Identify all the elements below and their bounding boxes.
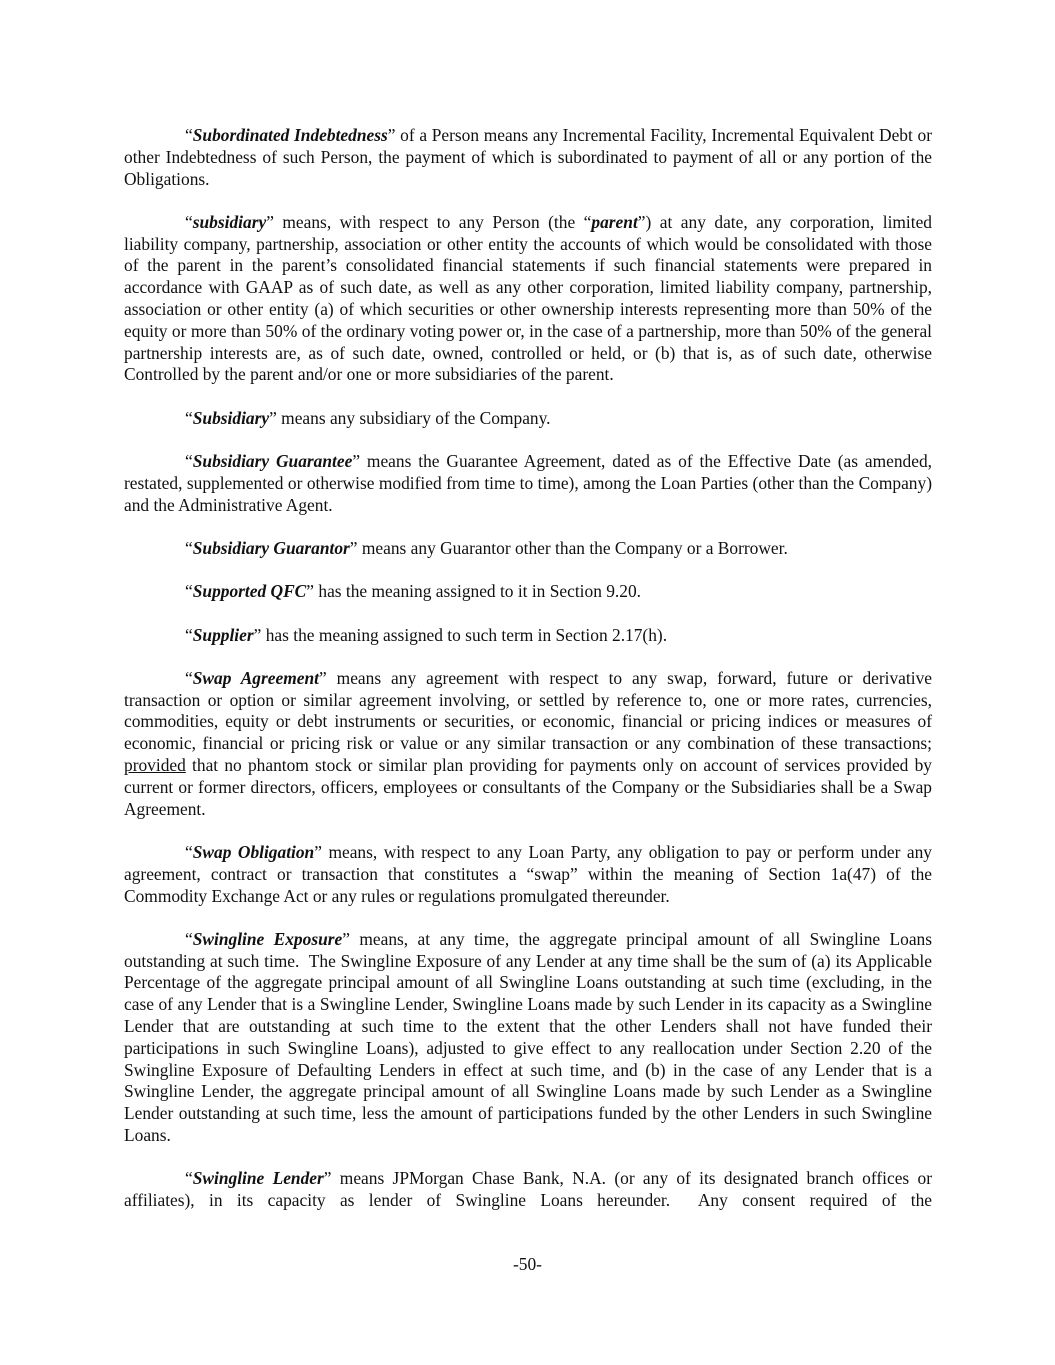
definition-subordinated-indebtedness: “Subordinated Indebtedness” of a Person means any Incremental Facility, Incremental Equivalent Debt or other Indebtedness of such Person, the payment of which is subordinated to payment of all or any portion of the Obligations. [124, 125, 932, 189]
defined-term: Swingline Exposure [192, 928, 343, 949]
definition-text: means JPMorgan Chase Bank, N.A. (or any of its designated branch offices or affiliates), in its capacity as lender of Swingline Loans hereunder. Any consent required of the [124, 1168, 937, 1211]
definition-subsidiary-guarantee: “Subsidiary Guarantee” means the Guarantee Agreement, dated as of the Effective Date (as amended, restated, supplemented or otherwise modified from time to time), among the Loan Parties (other than the Company) and the Administrative Agent. [124, 451, 932, 515]
defined-term-parent: parent [591, 211, 638, 232]
definition-subsidiary-lowercase: “subsidiary” means, with respect to any Person (the “parent”) at any date, any corporation, limited liability company, partnership, association or other entity the accounts of which would be consolidated with those of the parent in the parent’s consolidated financial statements if such financial statements were prepared in accordance with GAAP as of such date, as well as any other corporation, limited liability company, partnership, association or other entity (a) of which securities or other ownership interests representing more than 50% of the equity or more than 50% of the ordinary voting power or, in the case of a partnership, more than 50% of the general partnership interests are, as of such date, owned, controlled or held, or (b) that is, as of such date, otherwise Controlled by the parent and/or one or more subsidiaries of the parent. [124, 211, 932, 385]
definition-swap-agreement: “Swap Agreement” means any agreement with respect to any swap, forward, future or derivative transaction or option or similar agreement involving, or settled by reference to, one or more rates, currencies, commodities, equity or debt instruments or securities, or economic, financial or pricing indices or measures of economic, financial or pricing risk or value or any similar transaction or any combination of these transactions; provided that no phantom stock or similar plan providing for payments only on account of services provided by current or former directors, officers, employees or consultants of the Company or the Subsidiaries shall be a Swap Agreement. [124, 667, 932, 819]
defined-term: subsidiary [192, 211, 267, 232]
document-page [124, 125, 937, 1233]
page-number: -50- [513, 1254, 542, 1274]
definition-supported-qfc: “Supported QFC” has the meaning assigned to it in Section 9.20. [185, 581, 642, 602]
definition-text: means, at any time, the aggregate principal amount of all Swingline Loans outstanding at such time. The Swingline Exposure of any Lender at any time shall be the sum of (a) its Applicable Percentage of the aggregate principal amount of all Swingline Loans outstanding at such time (excluding, in the case of any Lender that is a Swingline Lender, Swingline Loans made by such Lender in its capacity as a Swingline Lender that are outstanding at such time to the extent that the other Lenders shall not have funded their participations in such Swingline Loans), adjusted to give effect to any reallocation under Section 2.20 of the Swingline Exposure of Defaulting Lenders in effect at such time, and (b) in the case of any Lender that is a Swingline Lender, the aggregate principal amount of all Swingline Loans made by such Lender as a Swingline Lender outstanding at such time, less the amount of participations funded by the other Lenders in such Swingline Loans. [124, 928, 937, 1145]
definition-text: of a Person means any Incremental Facility, Incremental Equivalent Debt or other Indebtedness of such Person, the payment of which is subordinated to payment of all or any portion of the Obligations. [124, 125, 932, 189]
defined-term: Subsidiary Guarantee [192, 451, 353, 472]
defined-term: Subordinated Indebtedness [192, 125, 388, 145]
definition-text: means, with respect to any Person (the [273, 211, 584, 232]
defined-term: Swap Agreement [192, 667, 319, 688]
defined-term: Swap Obligation [192, 841, 315, 862]
definition-text: means the Guarantee Agreement, dated as of the Effective Date (as amended, restated, supplemented or otherwise modified from time to time), among the Loan Parties (other than the Company) and the Administrative Agent. [124, 451, 932, 515]
underlined-provided: provided [124, 755, 186, 776]
defined-term: Supported QFC [192, 581, 307, 602]
definition-text: means, with respect to any Loan Party, any obligation to pay or perform under any agreement, contract or transaction that constitutes a “swap” within the meaning of Section 1a(47) of the Commodity Exchange Act or any rules or regulations promulgated thereunder. [124, 841, 932, 906]
defined-term: Swingline Lender [192, 1168, 324, 1189]
definition-text: has the meaning assigned to it in Section 9.20. [314, 581, 642, 602]
defined-term: Supplier [192, 624, 254, 645]
definition-text: that no phantom stock or similar plan providing for payments only on account of services provided by current or former directors, officers, employees or consultants of the Company or the Subsidiaries shall be a Swap Agreement. [124, 755, 932, 819]
definition-text: ) at any date, any corporation, limited liability company, partnership, association or other entity the accounts of which would be consolidated with those of the parent in the parent’s consolidated financial statements if such financial statements were prepared in accordance with GAAP as of such date, as well as any other corporation, limited liability company, partnership, association or other entity (a) of which securities or other ownership interests representing more than 50% of the equity or more than 50% of the ordinary voting power or, in the case of a partnership, more than 50% of the general partnership interests are, as of such date, owned, controlled or held, or (b) that is, as of such date, otherwise Controlled by the parent and/or one or more subsidiaries of the parent. [124, 211, 932, 385]
definition-supplier: “Supplier” has the meaning assigned to such term in Section 2.17(h). [185, 624, 668, 645]
definition-swingline-exposure: “Swingline Exposure” means, at any time, the aggregate principal amount of all Swingline Loans outstanding at such time. The Swingline Exposure of any Lender at any time shall be the sum of (a) its Applicable Percentage of the aggregate principal amount of all Swingline Loans outstanding at such time (excluding, in the case of any Lender that is a Swingline Lender, Swingline Loans made by such Lender in its capacity as a Swingline Lender that are outstanding at such time to the extent that the other Lenders shall not have funded their participations in such Swingline Loans), adjusted to give effect to any reallocation under Section 2.20 of the Swingline Exposure of Defaulting Lenders in effect at such time, and (b) in the case of any Lender that is a Swingline Lender, the aggregate principal amount of all Swingline Loans made by such Lender as a Swingline Lender outstanding at such time, less the amount of participations funded by the other Lenders in such Swingline Loans. [124, 928, 937, 1145]
definition-subsidiary-guarantor: “Subsidiary Guarantor” means any Guarantor other than the Company or a Borrower. [185, 537, 788, 558]
defined-term: Subsidiary Guarantor [192, 537, 350, 558]
definition-swap-obligation: “Swap Obligation” means, with respect to any Loan Party, any obligation to pay or perform under any agreement, contract or transaction that constitutes a “swap” within the meaning of Section 1a(47) of the Commodity Exchange Act or any rules or regulations promulgated thereunder. [124, 841, 932, 906]
definition-subsidiary: “Subsidiary” means any subsidiary of the Company. [185, 407, 551, 428]
definition-swingline-lender: “Swingline Lender” means JPMorgan Chase Bank, N.A. (or any of its designated branch offices or affiliates), in its capacity as lender of Swingline Loans hereunder. Any consent required of the [124, 1168, 937, 1211]
definition-text: means any subsidiary of the Company. [276, 407, 551, 428]
definition-text: has the meaning assigned to such term in Section 2.17(h). [261, 624, 668, 645]
defined-term: Subsidiary [192, 407, 270, 428]
definition-text: means any Guarantor other than the Company or a Borrower. [357, 537, 788, 558]
definition-text: means any agreement with respect to any swap, forward, future or derivative transaction or option or similar agreement involving, or settled by reference to, one or more rates, currencies, commodities, equity or debt instruments or securities, or economic, financial or pricing indices or measures of economic, financial or pricing risk or value or any similar transaction or any combination of these transactions; [124, 667, 932, 754]
